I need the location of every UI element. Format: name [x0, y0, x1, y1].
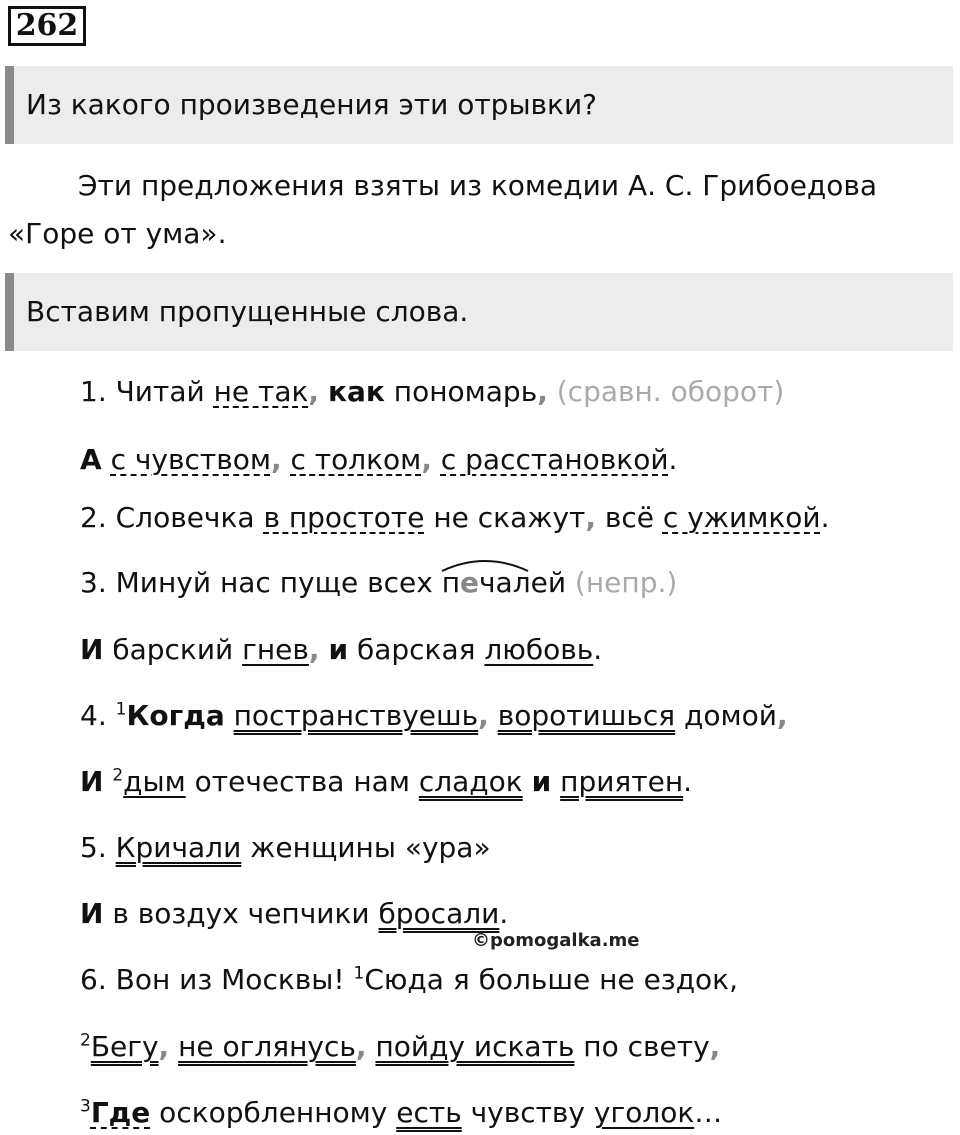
- comma: ,: [478, 699, 489, 732]
- word-part: чалей: [479, 566, 567, 599]
- comma: ,: [585, 501, 596, 534]
- space: [102, 443, 111, 476]
- space: [551, 765, 560, 798]
- predicate: пойду искать: [375, 1030, 575, 1063]
- text: не скажут: [424, 501, 586, 534]
- text: отечества нам: [185, 765, 419, 798]
- predicate: воротишься: [497, 699, 676, 732]
- predicate: приятен: [560, 765, 684, 798]
- text: женщины «ура»: [241, 831, 491, 864]
- adverbial: не так: [213, 375, 309, 408]
- text: оскорбленному: [150, 1096, 397, 1129]
- superscript: 2: [80, 1030, 91, 1051]
- space: [282, 443, 291, 476]
- comma: ,: [776, 699, 788, 732]
- text: чувству: [461, 1096, 594, 1129]
- quote-line-8: [80, 828, 491, 868]
- conjunction: И: [80, 765, 104, 798]
- comma: ,: [355, 1030, 367, 1063]
- adverbial: с расстановкой: [440, 443, 669, 476]
- vowel: е: [460, 566, 479, 599]
- root-part: п: [441, 566, 460, 599]
- space: [169, 1030, 178, 1063]
- comma: ,: [308, 375, 320, 408]
- conjunction: А: [80, 443, 102, 476]
- text: 6. Вон из Москвы!: [80, 963, 354, 996]
- comma: ,: [270, 443, 282, 476]
- root-arc-icon: [440, 557, 530, 573]
- comma: ,: [158, 1030, 170, 1063]
- predicate: бросали: [378, 897, 500, 930]
- ellipsis: …: [694, 1096, 723, 1129]
- predicate: Кричали: [115, 831, 242, 864]
- adverbial: с чувством: [110, 443, 271, 476]
- text: 1. Читай: [80, 375, 214, 408]
- quote-line-5: [80, 630, 602, 670]
- conjunction: и: [328, 633, 349, 666]
- text: по свету: [574, 1030, 710, 1063]
- quote-line-9: [80, 894, 508, 934]
- text: 5.: [80, 831, 116, 864]
- space: [523, 765, 532, 798]
- conjunction: и: [531, 765, 552, 798]
- conjunction: как: [327, 375, 385, 408]
- conjunction: И: [80, 633, 104, 666]
- quote-line-7: [80, 762, 692, 802]
- watermark: ©pomogalka.me: [472, 930, 640, 951]
- superscript: 3: [80, 1096, 91, 1117]
- comma: ,: [537, 375, 548, 408]
- subject: дым: [123, 765, 186, 798]
- text: 2. Словечка: [80, 501, 264, 534]
- quote-line-10: [80, 960, 738, 1000]
- period: .: [820, 501, 830, 534]
- quote-line-6: [80, 696, 788, 736]
- conjunction: И: [80, 897, 104, 930]
- predicate: постранствуешь: [233, 699, 479, 732]
- space: [225, 699, 234, 732]
- quote-line-11: [80, 1027, 720, 1067]
- quote-line-1: [80, 372, 784, 412]
- quote-line-2: [80, 440, 677, 480]
- period: .: [593, 633, 603, 666]
- comma: ,: [421, 443, 432, 476]
- period: .: [683, 765, 693, 798]
- task-banner: [5, 273, 953, 351]
- task-text: Вставим пропущенные слова.: [26, 295, 469, 328]
- quote-line-4: [80, 563, 677, 603]
- conjunction: Где: [90, 1096, 151, 1129]
- superscript: 1: [353, 963, 365, 984]
- space: [319, 375, 328, 408]
- text: в воздух чепчики: [103, 897, 379, 930]
- note: (непр.): [566, 566, 678, 599]
- quote-line-12: [80, 1093, 722, 1133]
- conjunction: Когда: [126, 699, 225, 732]
- predicate: не оглянусь: [178, 1030, 356, 1063]
- superscript: 1: [115, 699, 127, 720]
- answer-paragraph: Эти предложения взяты из комедии А. С. Грибоедова «Горе от ума».: [8, 169, 878, 250]
- text: пономарь: [384, 375, 538, 408]
- predicate: есть: [396, 1096, 462, 1129]
- text: Сюда я больше не ездок,: [364, 963, 738, 996]
- subject: гнев: [242, 633, 309, 666]
- predicate: сладок: [418, 765, 523, 798]
- question-text: Из какого произведения эти отрывки?: [26, 88, 598, 121]
- superscript: 2: [112, 765, 124, 786]
- text: домой: [675, 699, 777, 732]
- space: [489, 699, 498, 732]
- exercise-number: 262: [8, 6, 86, 46]
- text: 4.: [80, 699, 116, 732]
- space: [103, 765, 112, 798]
- text: барский: [103, 633, 243, 666]
- comma: ,: [308, 633, 320, 666]
- space: [432, 443, 441, 476]
- text: 3. Минуй нас пуще всех: [80, 566, 442, 599]
- adverbial: с толком: [290, 443, 422, 476]
- subject: любовь: [484, 633, 594, 666]
- adverbial: с ужимкой: [662, 501, 821, 534]
- subject: уголок: [593, 1096, 695, 1129]
- period: .: [499, 897, 509, 930]
- quote-line-3: [80, 498, 829, 538]
- adverbial: в простоте: [263, 501, 425, 534]
- text: барская: [348, 633, 485, 666]
- predicate: Бегу: [90, 1030, 159, 1063]
- note: (сравн. оборот): [547, 375, 785, 408]
- period: .: [668, 443, 678, 476]
- text: всё: [595, 501, 663, 534]
- root-marked-word: [442, 563, 566, 603]
- question-banner: [5, 66, 953, 144]
- comma: ,: [709, 1030, 721, 1063]
